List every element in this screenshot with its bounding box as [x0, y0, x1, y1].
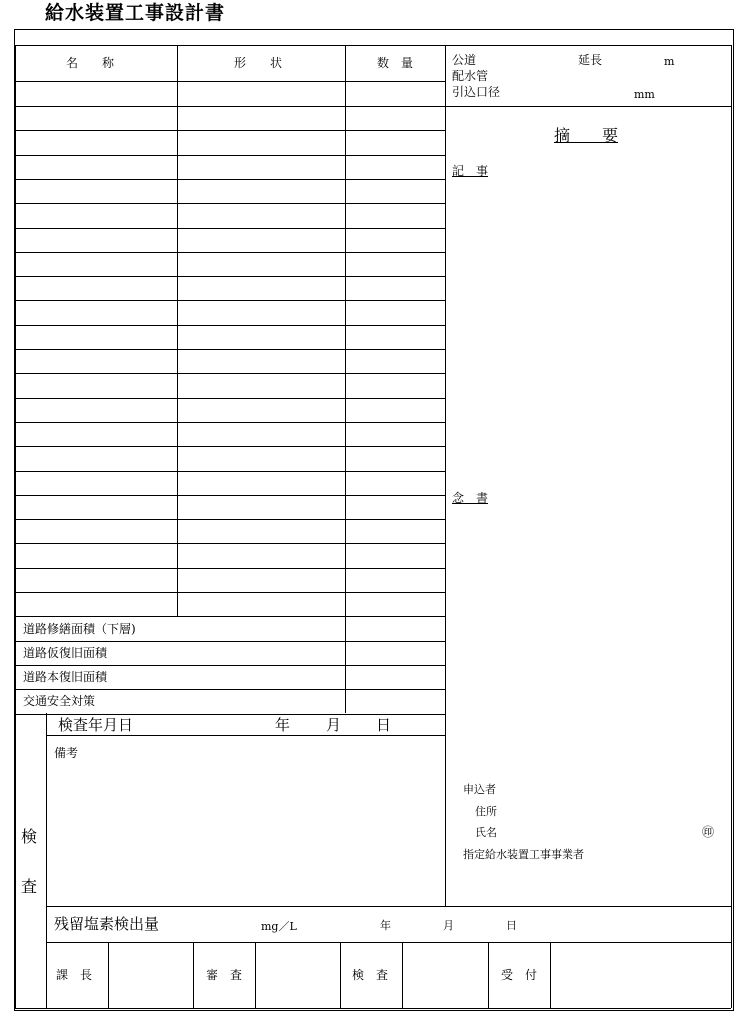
water-main-label: 配水管: [452, 69, 489, 83]
chlorine-day: 日: [506, 919, 517, 932]
contractor-label: 指定給水装置工事事業者: [463, 848, 584, 861]
header-name: 名 称: [66, 56, 115, 70]
rule-vertical: [177, 45, 178, 616]
seal-mark: ㊞: [702, 825, 715, 839]
road-row-label: 道路仮復旧面積: [23, 646, 108, 660]
rule-horizontal: [15, 203, 445, 204]
rule-horizontal: [445, 106, 731, 107]
rule-horizontal: [15, 300, 445, 301]
header-quantity: 数 量: [377, 56, 414, 70]
chlorine-unit: mg／L: [261, 920, 297, 933]
rule-horizontal: [15, 641, 445, 642]
rule-vertical: [255, 942, 256, 1008]
address-label: 住所: [475, 805, 497, 818]
rule-horizontal: [15, 422, 445, 423]
rule-vertical: [402, 942, 403, 1008]
rule-horizontal: [15, 325, 445, 326]
rule-horizontal: [15, 519, 445, 520]
rule-horizontal: [46, 735, 445, 736]
rule-vertical: [445, 45, 446, 906]
inspection-side-label: 査: [21, 877, 38, 896]
summary-heading: 摘 要: [554, 126, 619, 145]
approval-review: 審 査: [206, 968, 243, 982]
rule-horizontal: [15, 714, 445, 715]
rule-vertical: [345, 45, 346, 713]
rule-horizontal: [15, 543, 445, 544]
rule-vertical: [731, 45, 732, 1008]
notes-label: 記 事: [452, 164, 489, 178]
rule-horizontal: [15, 471, 445, 472]
rule-horizontal: [15, 398, 445, 399]
rule-horizontal: [15, 592, 445, 593]
rule-horizontal: [46, 906, 731, 907]
rule-horizontal: [15, 228, 445, 229]
document-title: 給水装置工事設計書: [45, 2, 226, 24]
approval-reception: 受 付: [501, 968, 538, 982]
rule-horizontal: [15, 130, 445, 131]
rule-horizontal: [15, 252, 445, 253]
extension-unit: m: [664, 55, 675, 68]
approval-inspection: 検 査: [352, 968, 389, 982]
remarks-label: 備考: [54, 746, 79, 760]
rule-horizontal: [15, 276, 445, 277]
rule-horizontal: [15, 495, 445, 496]
service-diameter-label: 引込口径: [452, 85, 501, 99]
rule-horizontal: [46, 942, 731, 943]
rule-vertical: [193, 942, 194, 1008]
rule-horizontal: [15, 81, 445, 82]
inspection-month: 月: [326, 716, 342, 734]
header-shape: 形 状: [234, 56, 283, 70]
rule-horizontal: [15, 446, 445, 447]
rule-vertical: [108, 942, 109, 1008]
rule-horizontal: [15, 179, 445, 180]
approval-chief: 課 長: [56, 968, 93, 982]
inspection-year: 年: [275, 716, 291, 734]
inspection-day: 日: [376, 716, 392, 734]
rule-horizontal: [15, 45, 731, 46]
name-label: 氏名: [475, 826, 497, 839]
extension-label: 延長: [578, 53, 603, 67]
memorandum-label: 念 書: [452, 491, 489, 505]
rule-vertical: [550, 942, 551, 1008]
rule-horizontal: [15, 665, 445, 666]
public-road-label: 公道: [452, 53, 477, 67]
inspection-date-label: 検査年月日: [58, 716, 134, 734]
road-row-label: 交通安全対策: [23, 694, 96, 708]
rule-horizontal: [15, 349, 445, 350]
rule-vertical: [15, 45, 16, 1008]
chlorine-label: 残留塩素検出量: [54, 915, 160, 933]
rule-horizontal: [15, 568, 445, 569]
rule-horizontal: [15, 1008, 731, 1009]
rule-horizontal: [15, 616, 445, 617]
rule-horizontal: [15, 689, 445, 690]
rule-vertical: [488, 942, 489, 1008]
road-row-label: 道路修繕面積（下層): [23, 622, 136, 636]
chlorine-year: 年: [380, 919, 391, 932]
chlorine-month: 月: [443, 919, 454, 932]
road-row-label: 道路本復旧面積: [23, 670, 108, 684]
applicant-label: 申込者: [463, 783, 496, 796]
rule-vertical: [46, 713, 47, 1008]
rule-vertical: [340, 942, 341, 1008]
rule-horizontal: [15, 373, 445, 374]
rule-horizontal: [15, 106, 445, 107]
diameter-unit: mm: [634, 88, 655, 101]
rule-horizontal: [15, 155, 445, 156]
inspection-side-label: 検: [21, 827, 38, 846]
